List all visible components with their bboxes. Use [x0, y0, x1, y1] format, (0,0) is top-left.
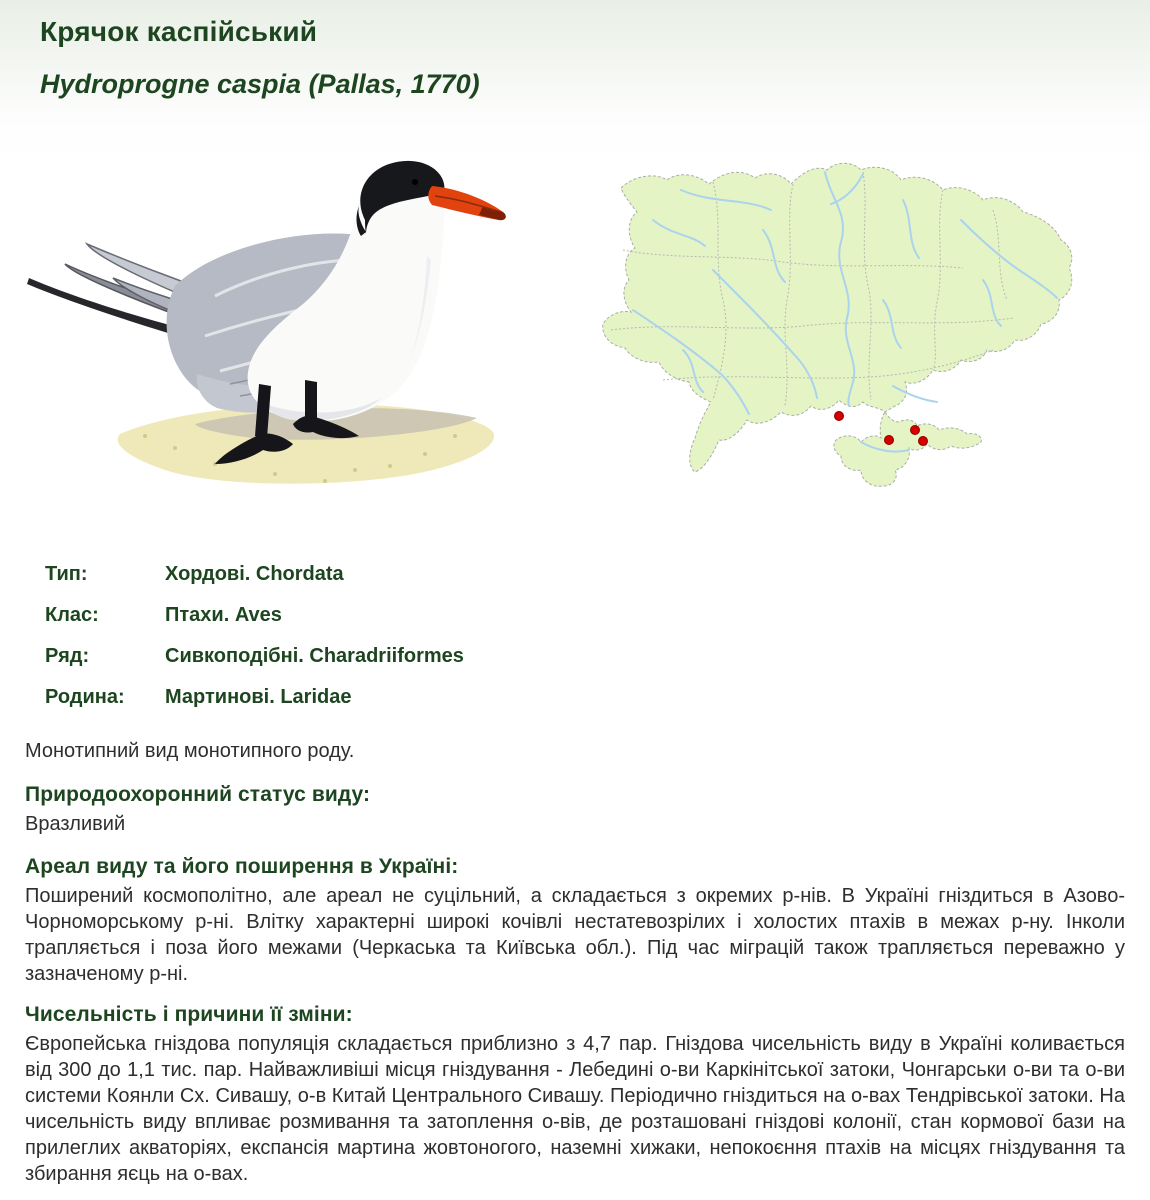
taxonomy-label: Родина: — [45, 686, 125, 708]
range-text: Поширений космополітно, але ареал не суцільний, а складається з окремих р-нів. В Україні гніздиться в Азово-Чорноморському р-ні. Влітку характерні широкі кочівлі нестатевозрілих і холостих птахів в межах р-ну. Інколи трапляється і поза його межами (Черкаська та Київська обл.). Під час міграцій також трапляється переважно у зазначеному р-ні. — [25, 885, 1125, 985]
occurrence-marker — [911, 426, 920, 435]
taxonomy-row — [45, 595, 464, 636]
taxonomy-value: Мартинові. Laridae — [165, 686, 352, 708]
occurrence-marker — [835, 412, 844, 421]
taxonomy-row — [45, 554, 464, 595]
taxonomy-row — [45, 677, 464, 718]
bird-eye — [412, 179, 418, 185]
occurrence-marker — [919, 437, 928, 446]
distribution-map — [563, 150, 1079, 495]
numbers-heading: Чисельність і причини її зміни: — [25, 1003, 353, 1026]
range-heading: Ареал виду та його поширення в Україні: — [25, 855, 459, 878]
taxonomy-value: Птахи. Aves — [165, 604, 282, 626]
monotypic-note: Монотипний вид монотипного роду. — [25, 740, 355, 762]
taxonomy-label: Клас: — [45, 604, 99, 626]
taxonomy-label: Ряд: — [45, 645, 90, 667]
latin-name: Hydroprogne caspia (Pallas, 1770) — [40, 69, 480, 99]
taxonomy-label: Тип: — [45, 563, 88, 585]
taxonomy-value: Сивкоподібні. Charadriiformes — [165, 645, 464, 667]
occurrence-marker — [885, 436, 894, 445]
page-title: Крячок каспійський — [40, 16, 318, 47]
map-land — [603, 163, 1072, 486]
status-value: Вразливий — [25, 813, 126, 835]
taxonomy-value: Хордові. Chordata — [165, 563, 344, 585]
bird-illustration — [25, 136, 545, 518]
figures-row — [25, 136, 1125, 518]
taxonomy-row — [45, 636, 464, 677]
status-heading: Природоохоронний статус виду: — [25, 783, 371, 806]
taxonomy-table — [45, 554, 464, 718]
numbers-text: Європейська гніздова популяція складається приблизно з 4,7 пар. Гніздова чисельність виду в Україні коливається від 300 до 1,1 тис. пар. Найважливіші місця гніздування - Лебедині о-ви Каркінітської затоки, Чонгарськи о-ви та о-ви системи Коянли Сх. Сивашу, о-в Китай Центрального Сивашу. Періодично гніздиться на о-вах Тендрівської затоки. На чисельність виду впливає розмивання та затоплення о-вів, де розташовані гніздові колонії, стан кормової бази на прилеглих акваторіях, експансія мартина жовтоногого, наземні хижаки, непокоєння птахів на місцях гніздування та збирання яєць на о-вах. — [25, 1033, 1125, 1185]
